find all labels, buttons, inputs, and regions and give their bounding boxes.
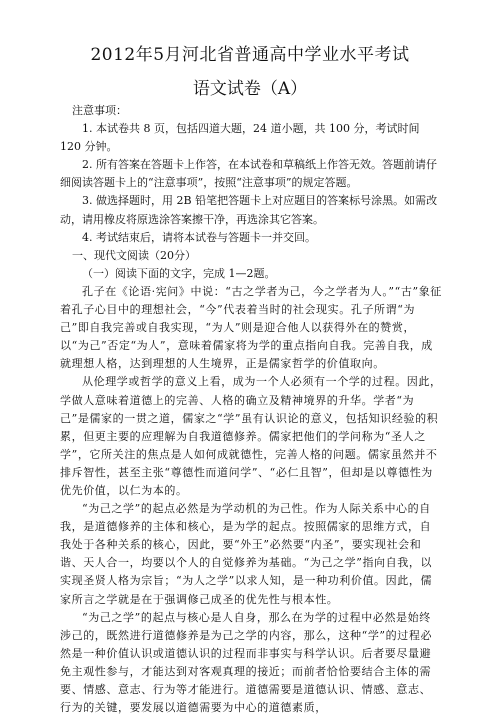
reading-paragraph-3: “为己之学”的起点必然是为学动机的为己性。作为人际关系中心的自我，是道德修养的主体和核心，是为学的起点。按照儒家的思维方式，自我处于各种关系的核心，因此，要“外王”必然要“内圣”，要实现社会和谐、天人合一，均要以个人的自觉修养为基础。“为己之学”指向自我，以实现圣贤人格为宗旨；“为人之学”以求人知，是一种功利价值。因此，儒家所言之学就是在于强调修己成圣的优先性与根本性。 [60,502,433,606]
section-subheading: （一）阅读下面的文字，完成 1—2题。 [82,266,276,280]
exam-subtitle: 语文试卷（A） [192,79,308,99]
notice-item-1: 1. 本试卷共 8 页，包括四道大题，24 道小题，共 100 分，考试时间 120 分钟。 [60,122,420,154]
notice-item-3: 3. 做选择题时，用 2B 铅笔把答题卡上对应题目的答案标号涂黑。如需改动，请用橡皮将原选涂答案擦干净，再选涂其它答案。 [60,194,438,226]
notice-item-4: 4. 考试结束后，请将本试卷与答题卡一并交回。 [82,230,316,244]
section-heading: 一、现代文阅读（20分） [72,248,196,262]
exam-title: 2012年5月河北省普通高中学业水平考试 [90,45,410,65]
notice-heading: 注意事项： [72,104,127,117]
reading-paragraph-1: 孔子在《论语·宪问》中说：“古之学者为己，今之学者为人。”“古”象征着孔子心目中的理想社会，“今”代表着当时的社会现实。孔子所谓“为己”即自我完善或自我实现，“为人”则是迎合他人以获得外在的赞赏，以“为己”否定“为人”，意味着儒家将为学的重点指向自我。完善自我，成就理想人格，达到理想的人生境界，正是儒家哲学的价值取向。 [60,284,442,371]
exam-body [60,102,442,717]
reading-paragraph-2: 从伦理学或哲学的意义上看，成为一个人必须有一个学的过程。因此，学做人意味着道德上的完善、人格的确立及精神境界的升华。学者“为己”是儒家的一贯之道，儒家之“学”虽有认识论的意义，包括知识经验的积累，但更主要的应理解为自我道德修养。儒家把他们的学问称为“圣人之学”，它所关注的焦点是人如何成就德性，完善人格的问题。儒家虽然并不排斥智性，甚至主张“尊德性而道问学”、“必仁且智”，但却是以尊德性为优先价值，以仁为本的。 [60,375,442,497]
notice-item-2: 2. 所有答案在答题卡上作答，在本试卷和草稿纸上作答无效。答题前请仔细阅读答题卡上的“注意事项”，按照“注意事项”的规定答题。 [60,158,437,190]
reading-paragraph-4: “为己之学”的起点与核心是人自身，那么在为学的过程中必然是始终涉己的，既然进行道德修养是为己之学的内容，那么，这种“学”的过程必然是一种价值认识或道德认识的过程而非事实与科学认识。后者要尽量避免主观性参与，才能达到对客观真理的接近；而前者恰恰要结合主体的需要、情感、意志、行为等才能进行。道德需要是道德认识、情感、意志、行为的关键，要发展以道德需要为中心的道德素质， [60,610,433,715]
